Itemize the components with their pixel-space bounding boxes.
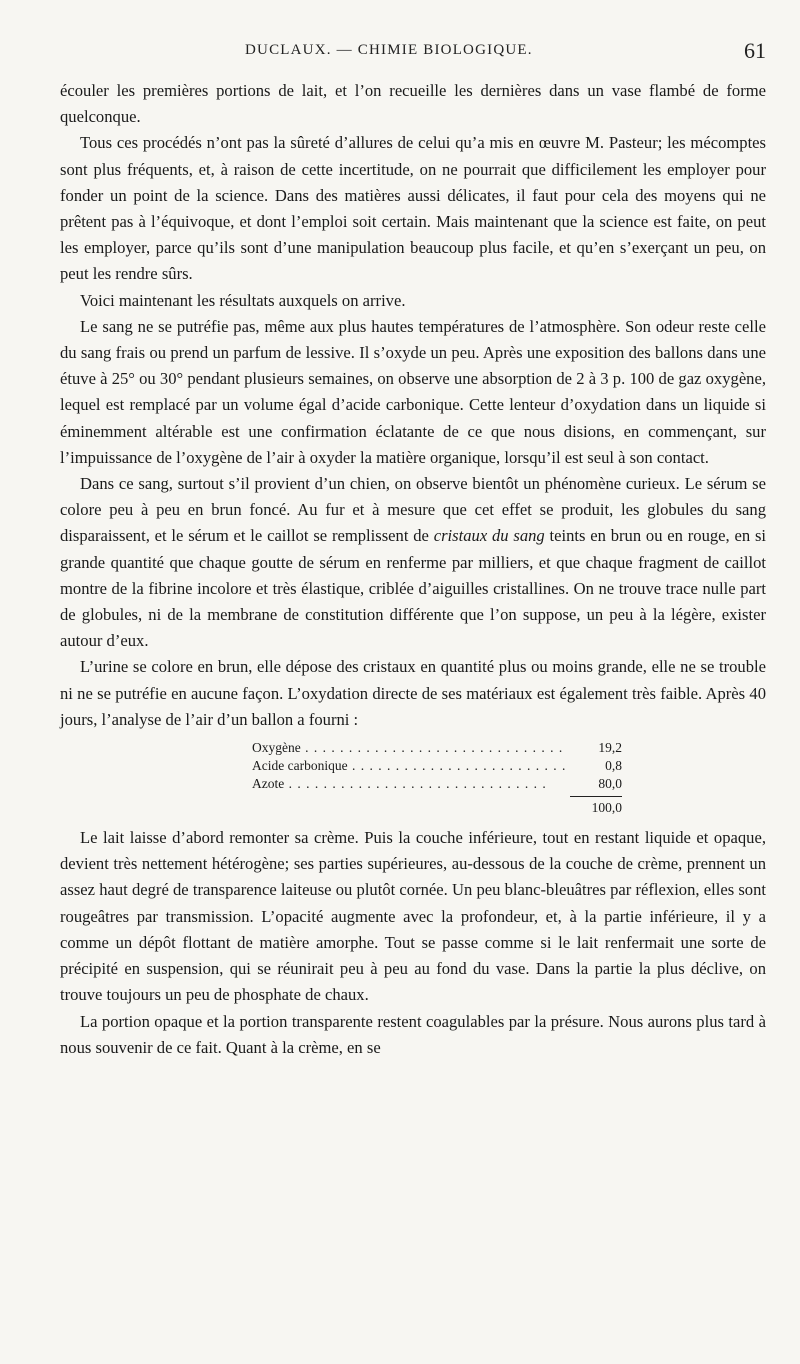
paragraph: Le sang ne se putréfie pas, même aux plus hautes températures de l’atmosphère. Son odeur reste celle du sang frais ou prend un parfum de lessive. Il s’oxyde un peu. Après une exposition des ballons dans une étuve à 25° ou 30° pendant plusieurs semaines, on observe une absorption de 2 à 3 p. 100 de gaz oxygène, lequel est remplacé par un volume égal d’acide carbonique. Cette lenteur d’oxydation dans un liquide si éminemment altérable est une confirmation éclatante de ce que nous disions, en commençant, sur l’impuissance de l’oxygène de l’air à oxyder la matière organique, lorsqu’il est seul à son contact.	[60, 316, 766, 467]
text-run: Dans ce sang, surtout s’il provient d’un chien, on observe bientôt un phénomène curieux. Le sérum se colore peu à peu en brun foncé. Au fur et à mesure que cet effet se produit, les globules du sang disparaissent, et le sérum et le caillot se remplissent de	[60, 474, 766, 546]
body-text	[60, 78, 766, 1061]
total-rule	[570, 796, 622, 797]
row-value: 19,2	[566, 739, 622, 757]
row-label: Acide carbonique . . .	[252, 757, 566, 775]
gas-analysis-table	[252, 739, 622, 817]
table-row	[252, 757, 622, 775]
paragraph-crystals	[60, 471, 766, 654]
paragraph: Voici maintenant les résultats auxquels on arrive.	[80, 290, 406, 310]
row-value: 80,0	[566, 775, 622, 793]
italic-term: cristaux du sang	[433, 526, 545, 546]
page-header	[60, 38, 770, 68]
paragraph: La portion opaque et la portion transparente restent coagulables par la présure. Nous aurons plus tard à nous souvenir de ce fait. Quant à la crème, en se	[60, 1011, 766, 1057]
table-row	[252, 775, 622, 793]
text-run: teints en brun ou en rouge, en si grande quantité que chaque goutte de sérum en renferme par milliers, et que chaque fragment de caillot montre de la fibrine incolore et très élastique, criblée d’aiguilles cristallines. On ne trouve trace nulle part de globules, ni de la membrane de constitution différente que l’on suppose, un peu à la légère, exister autour d’eux.	[60, 526, 767, 651]
paragraph: Le lait laisse d’abord remonter sa crème. Puis la couche inférieure, tout en restant liquide et opaque, devient très nettement hétérogène; ses parties supérieures, au-dessous de la couche de crème, prennent un assez haut degré de transparence laiteuse ou plutôt cornée. Un peu blanc-bleuâtres par réflexion, elles sont rougeâtres par transmission. L’opacité augmente avec la profondeur, et, à la partie inférieure, il y a comme un dépôt flottant de matière amorphe. Tout se passe comme si le lait renfermait une sorte de précipité en suspension, qui se réunirait peu à peu au fond du vase. Dans la partie la plus déclive, on trouve toujours un peu de phosphate de chaux.	[60, 828, 766, 1005]
paragraph: Tous ces procédés n’ont pas la sûreté d’allures de celui qu’a mis en œuvre M. Pasteur; les mécomptes sont plus fréquents, et, à raison de cette incertitude, on ne pourrait que difficilement les employer pour fonder un point de la science. Dans des matières aussi délicates, il faut pour cela des moyens qui ne prêtent pas à l’équivoque, et dont l’emploi soit certain. Mais maintenant que la science est faite, on peut les employer, parce qu’ils sont d’une manipulation beaucoup plus facile, et qu’en s’exerçant un peu, on peut les rendre sûrs.	[60, 133, 766, 284]
table-total: 100,0	[591, 800, 622, 816]
running-title: DUCLAUX. — CHIMIE BIOLOGIQUE.	[245, 42, 533, 58]
row-label: Azote . . .	[252, 775, 566, 793]
page-number: 61	[744, 38, 766, 63]
row-value: 0,8	[566, 757, 622, 775]
table-row	[252, 739, 622, 757]
paragraph: écouler les premières portions de lait, et l’on recueille les dernières dans un vase flambé de forme quelconque.	[60, 81, 766, 127]
paragraph-urine: L’urine se colore en brun, elle dépose des cristaux en quantité plus ou moins grande, elle ne se trouble ni ne se putréfie en aucune façon. L’oxydation directe de ses matériaux est également très faible. Après 40 jours, l’analyse de l’air d’un ballon a fourni :	[60, 657, 766, 729]
row-label: Oxygène . . .	[252, 739, 566, 757]
